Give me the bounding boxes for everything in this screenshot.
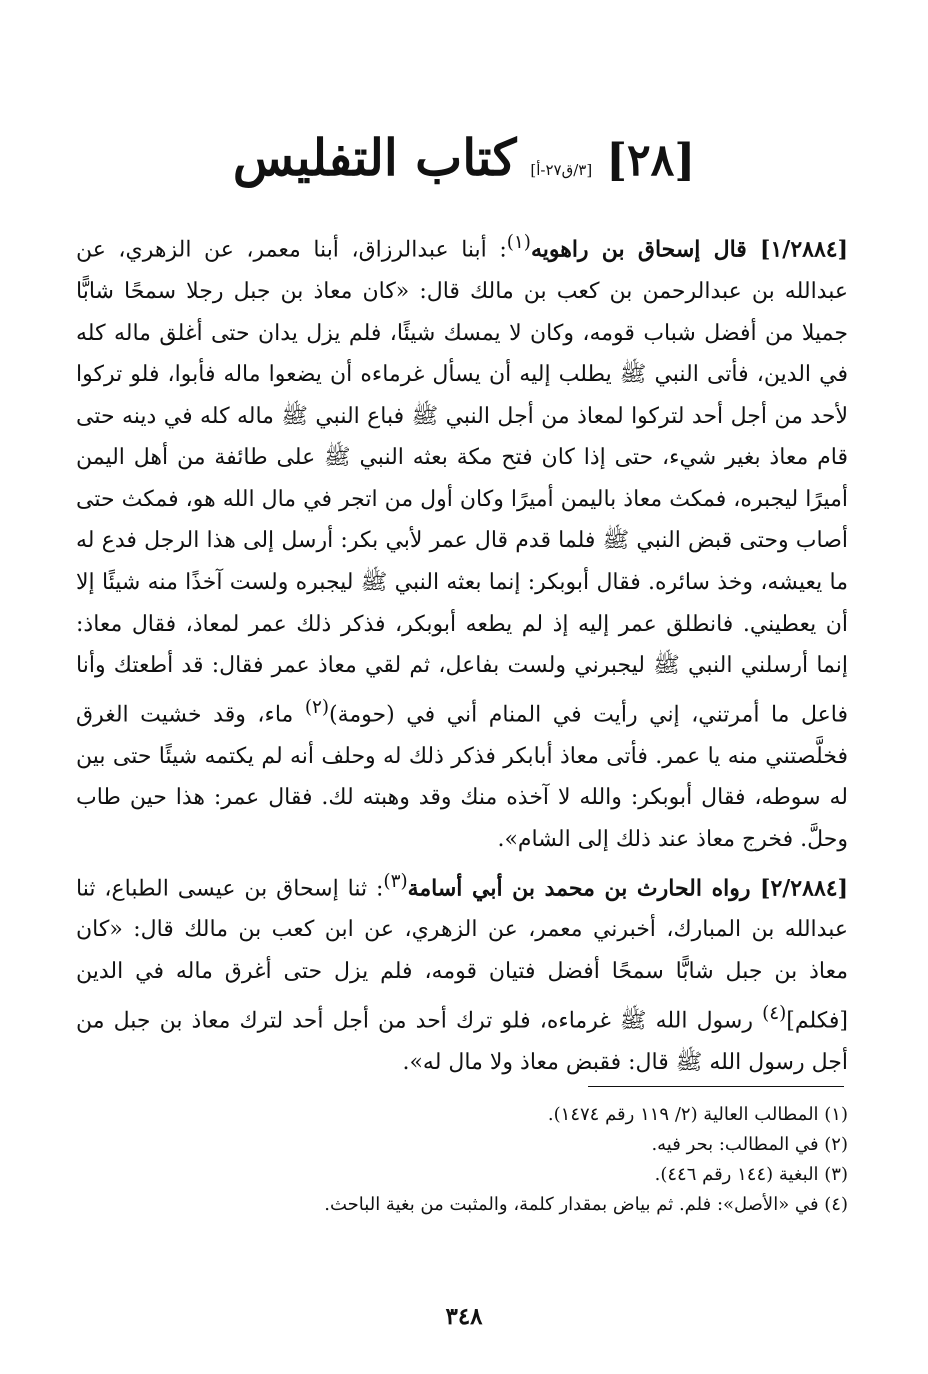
chapter-number: [٢٨]: [606, 135, 696, 186]
hadith-paragraph-2: [76, 861, 848, 1084]
footnote: (٣) البغية (١٤٤ رقم ٤٤٦).: [654, 1164, 848, 1185]
chapter-title: كتاب التفليس: [232, 128, 517, 187]
footnote-divider: [588, 1086, 844, 1087]
paragraph-lead: [١/٢٨٨٤] قال إسحاق بن راهويه: [530, 236, 849, 263]
footnotes: [78, 1100, 848, 1220]
footnote-marker: (٢): [304, 696, 329, 718]
main-text: [76, 222, 848, 1083]
hadith-paragraph-1: [76, 222, 848, 861]
footnote-marker: (١): [506, 232, 531, 253]
paragraph-text-cont: ماء، وقد خشيت الغرق فخلَّصتني منه يا عمر. فأتى معاذ أبابكر فذكر ذلك له وحلف أنه لم يكتمه شيئًا حتى بين له سوطه، فقال أبوبكر: والله لا آخذه منك وقد وهبته لك. فقال عمر: هذا حين طاب وحلَّ. فخرج معاذ عند ذلك إلى الشام».: [76, 702, 848, 852]
chapter-heading: [0, 128, 928, 187]
paragraph-lead: [٢/٢٨٨٤] رواه الحارث بن محمد بن أبي أسامة: [407, 874, 848, 901]
footnote: (٤) في «الأصل»: فلم. ثم بياض بمقدار كلمة، والمثبت من بغية الباحث.: [324, 1194, 848, 1215]
paragraph-text: : أبنا عبدالرزاق، أبنا معمر، عن الزهري، عن عبدالله بن عبدالرحمن بن كعب بن مالك قال: «كان معاذ بن جبل رجلا سمحًا شابًّا جميلا من أفضل شباب قومه، وكان لا يمسك شيئًا، فلم يزل يدان حتى أغلق ماله كله في الدين، فأتى النبي ﷺ يطلب إليه أن يسأل غرماءه أن يضعوا ماله فأبوا، فلو تركوا لأحد من أجل أحد لتركوا لمعاذ من أجل النبي ﷺ فباع النبي ﷺ ماله كله في دينه حتى قام معاذ بغير شيء، حتى إذا كان فتح مكة بعثه النبي ﷺ على طائفة من أهل اليمن أميرًا ليجبره، فمكث معاذ باليمن أميرًا وكان أول من اتجر في مال الله هو، فمكث حتى أصاب وحتى قبض النبي ﷺ فلما قدم قال عمر لأبي بكر: أرسل إلى هذا الرجل فدع له ما يعيشه، وخذ سائره. فقال أبوبكر: إنما بعثه النبي ﷺ ليجبره ولست آخذًا منه شيئًا إلا أن يعطيني. فانطلق عمر إليه إذ لم يطعه أبوبكر، فذكر ذلك عمر لمعاذ، فقال معاذ: إنما أرسلني النبي ﷺ ليجبرني ولست بفاعل، ثم لقي معاذ عمر فقال: قد أطعتك وأنا فاعل ما أمرتني، إني رأيت في المنام أني في (حومة): [76, 237, 848, 728]
manuscript-folio-ref: [٣/ق٢٧-أ]: [530, 161, 593, 179]
footnote: (١) المطالب العالية (٢/ ١١٩ رقم ١٤٧٤).: [547, 1104, 848, 1125]
footnote-marker: (٤): [762, 1002, 787, 1024]
paragraph-text-cont: رسول الله ﷺ غرماءه، فلو ترك أحد من أجل أحد لترك معاذ بن جبل من أجل رسول الله ﷺ قال: فقبض معاذ ولا مال له».: [76, 1008, 848, 1075]
footnote-marker: (٣): [383, 870, 408, 892]
paragraph-text: : ثنا إسحاق بن عيسى الطباع، ثنا عبدالله بن المبارك، أخبرني معمر، عن الزهري، عن ابن كعب بن مالك قال: «كان معاذ بن جبل شابًّا سمحًا أفضل فتيان قومه، فلم يزل حتى أغرق ماله في الدين [فكلم]: [76, 875, 849, 1033]
footnote: (٢) في المطالب: بحر فيه.: [651, 1134, 848, 1155]
page-number: ٣٤٨: [445, 1303, 483, 1330]
